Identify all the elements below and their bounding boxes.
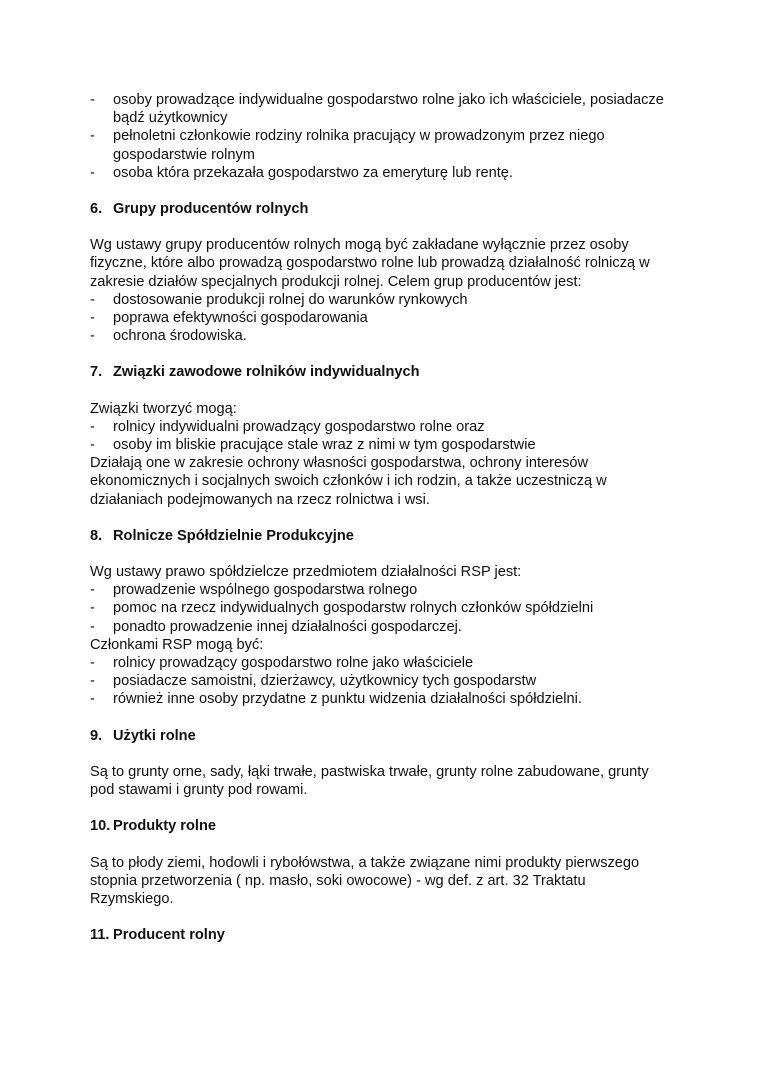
list-item: - osoby prowadzące indywidualne gospodarstwo rolne jako ich właściciele, posiadacze bądź użytkownicy bbox=[90, 92, 664, 127]
list-item: - prowadzenie wspólnego gospodarstwa rolnego bbox=[90, 582, 418, 599]
section-heading-8: 8. Rolnicze Spółdzielnie Produkcyjne bbox=[90, 527, 354, 544]
list-item: - również inne osoby przydatne z punktu widzenia działalności spółdzielni. bbox=[90, 691, 582, 708]
section-heading-11: 11. Producent rolny bbox=[90, 927, 225, 944]
list-item: - rolnicy prowadzący gospodarstwo rolne jako właściciele bbox=[90, 655, 474, 672]
list-item: - posiadacze samoistni, dzierżawcy, użytkownicy tych gospodarstw bbox=[90, 673, 537, 690]
section-heading-6: 6. Grupy producentów rolnych bbox=[90, 201, 309, 218]
list-item: - osoba która przekazała gospodarstwo za emeryturę lub rentę. bbox=[90, 164, 513, 181]
section-8-intro: Wg ustawy prawo spółdzielcze przedmiotem działalności RSP jest: bbox=[90, 564, 522, 581]
document-page bbox=[90, 91, 670, 944]
section-9-text: Są to grunty orne, sady, łąki trwałe, pastwiska trwałe, grunty rolne zabudowane, grunty pod stawami i grunty pod rowami. bbox=[90, 763, 649, 799]
section-7-intro: Związki tworzyć mogą: bbox=[90, 400, 237, 417]
list-item: - rolnicy indywidualni prowadzący gospodarstwo rolne oraz bbox=[90, 418, 485, 435]
section-8-members-intro: Członkami RSP mogą być: bbox=[90, 636, 264, 653]
list-item: - osoby im bliskie pracujące stale wraz z nimi w tym gospodarstwie bbox=[90, 437, 536, 454]
list-top bbox=[90, 91, 670, 182]
section-heading-7: 7. Związki zawodowe rolników indywidualnych bbox=[90, 364, 420, 381]
section-10-text: Są to płody ziemi, hodowli i rybołówstwa, a także związane nimi produkty pierwszego stopnia przetworzenia ( np. masło, soki owocowe) - wg def. z art. 32 Traktatu Rzymskiego. bbox=[90, 854, 640, 907]
list-item: - poprawa efektywności gospodarowania bbox=[90, 310, 368, 327]
list-item: - dostosowanie produkcji rolnej do warunków rynkowych bbox=[90, 291, 468, 308]
section-7-outro: Działają one w zakresie ochrony własności gospodarstwa, ochrony interesów ekonomicznych i socjalnych swoich członków i ich rodzin, a także uczestniczą w działaniach podejmowanych na rzecz rolnictwa i wsi. bbox=[90, 455, 607, 508]
list-item: - pełnoletni członkowie rodziny rolnika pracujący w prowadzonym przez niego gospodarstwie rolnym bbox=[90, 128, 605, 163]
section-heading-9: 9. Użytki rolne bbox=[90, 727, 196, 744]
list-item: - pomoc na rzecz indywidualnych gospodarstw rolnych członków spółdzielni bbox=[90, 600, 594, 617]
list-item: - ochrona środowiska. bbox=[90, 328, 247, 345]
list-item: - ponadto prowadzenie innej działalności gospodarczej. bbox=[90, 618, 462, 635]
section-6-intro: Wg ustawy grupy producentów rolnych mogą być zakładane wyłącznie przez osoby fizyczne, które albo prowadzą gospodarstwo rolne lub prowadzą działalność rolniczą w zakresie działów specjalnych produkcji rolnej. Celem grup producentów jest: bbox=[90, 237, 650, 290]
section-heading-10: 10. Produkty rolne bbox=[90, 818, 216, 835]
